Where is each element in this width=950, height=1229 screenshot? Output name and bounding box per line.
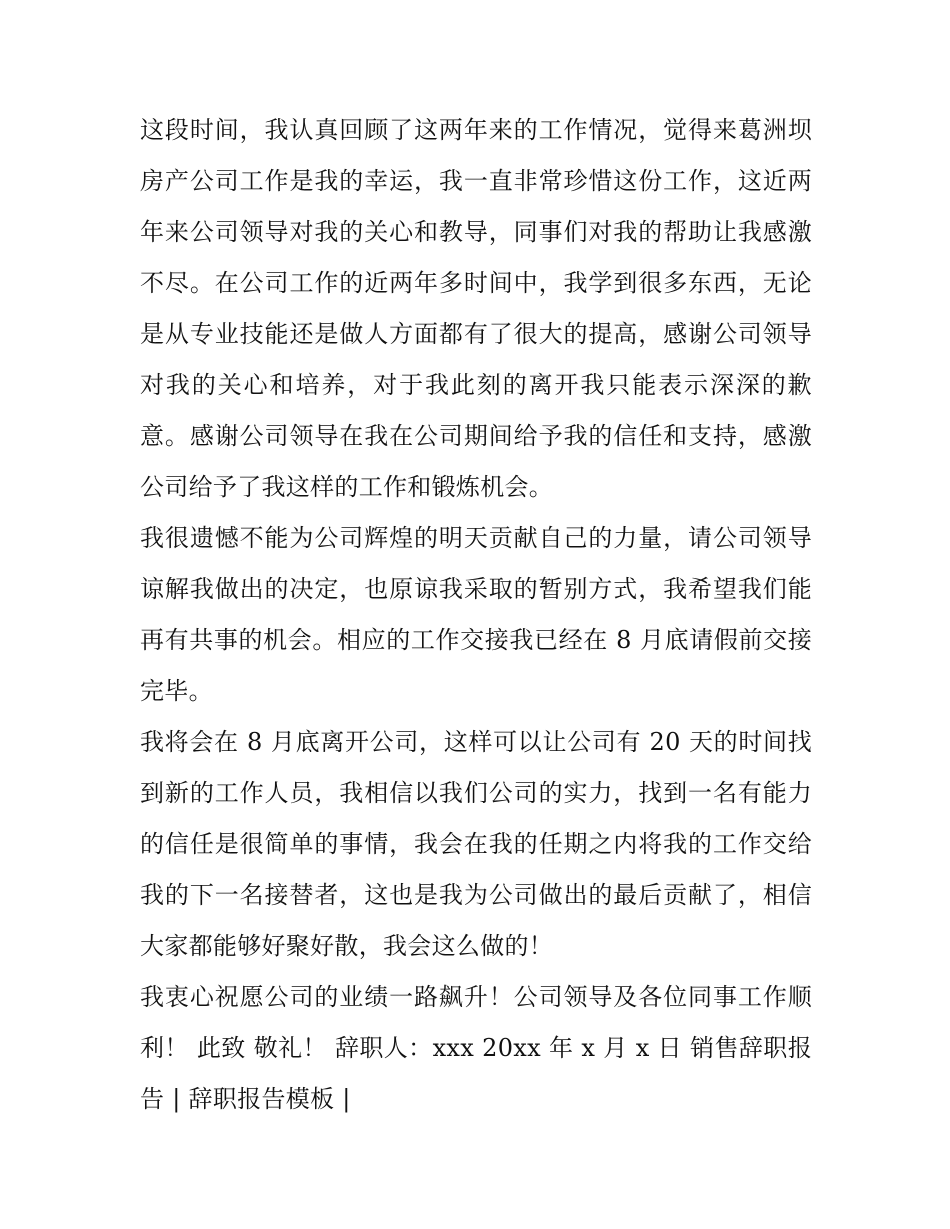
paragraph-regret: 我很遗憾不能为公司辉煌的明天贡献自己的力量，请公司领导谅解我做出的决定，也原谅我采取的暂别方式，我希望我们能再有共事的机会。相应的工作交接我已经在 8 月底请假前交接完毕。 xyxy=(140,524,812,705)
paragraph-gratitude: 这段时间，我认真回顾了这两年来的工作情况，觉得来葛洲坝房产公司工作是我的幸运，我一直非常珍惜这份工作，这近两年来公司领导对我的关心和教导，同事们对我的帮助让我感激不尽。在公司工作的近两年多时间中，我学到很多东西，无论是从专业技能还是做人方面都有了很大的提高，感谢公司领导对我的关心和培养，对于我此刻的离开我只能表示深深的歉意。感谢公司领导在我在公司期间给予我的信任和支持，感激公司给予了我这样的工作和锻炼机会。 xyxy=(140,116,812,501)
paragraph-handover: 我将会在 8 月底离开公司，这样可以让公司有 20 天的时间找到新的工作人员，我相信以我们公司的实力，找到一名有能力的信任是很简单的事情，我会在我的任期之内将我的工作交给我的下一名接替者，这也是我为公司做出的最后贡献了，相信大家都能够好聚好散，我会这么做的！ xyxy=(140,728,812,960)
paragraph-closing: 我衷心祝愿公司的业绩一路飙升！公司领导及各位同事工作顺利！ 此致 敬礼！ 辞职人：xxx 20xx 年 x 月 x 日 销售辞职报告 | 辞职报告模板 | xyxy=(140,983,812,1113)
document-page xyxy=(140,105,812,1125)
